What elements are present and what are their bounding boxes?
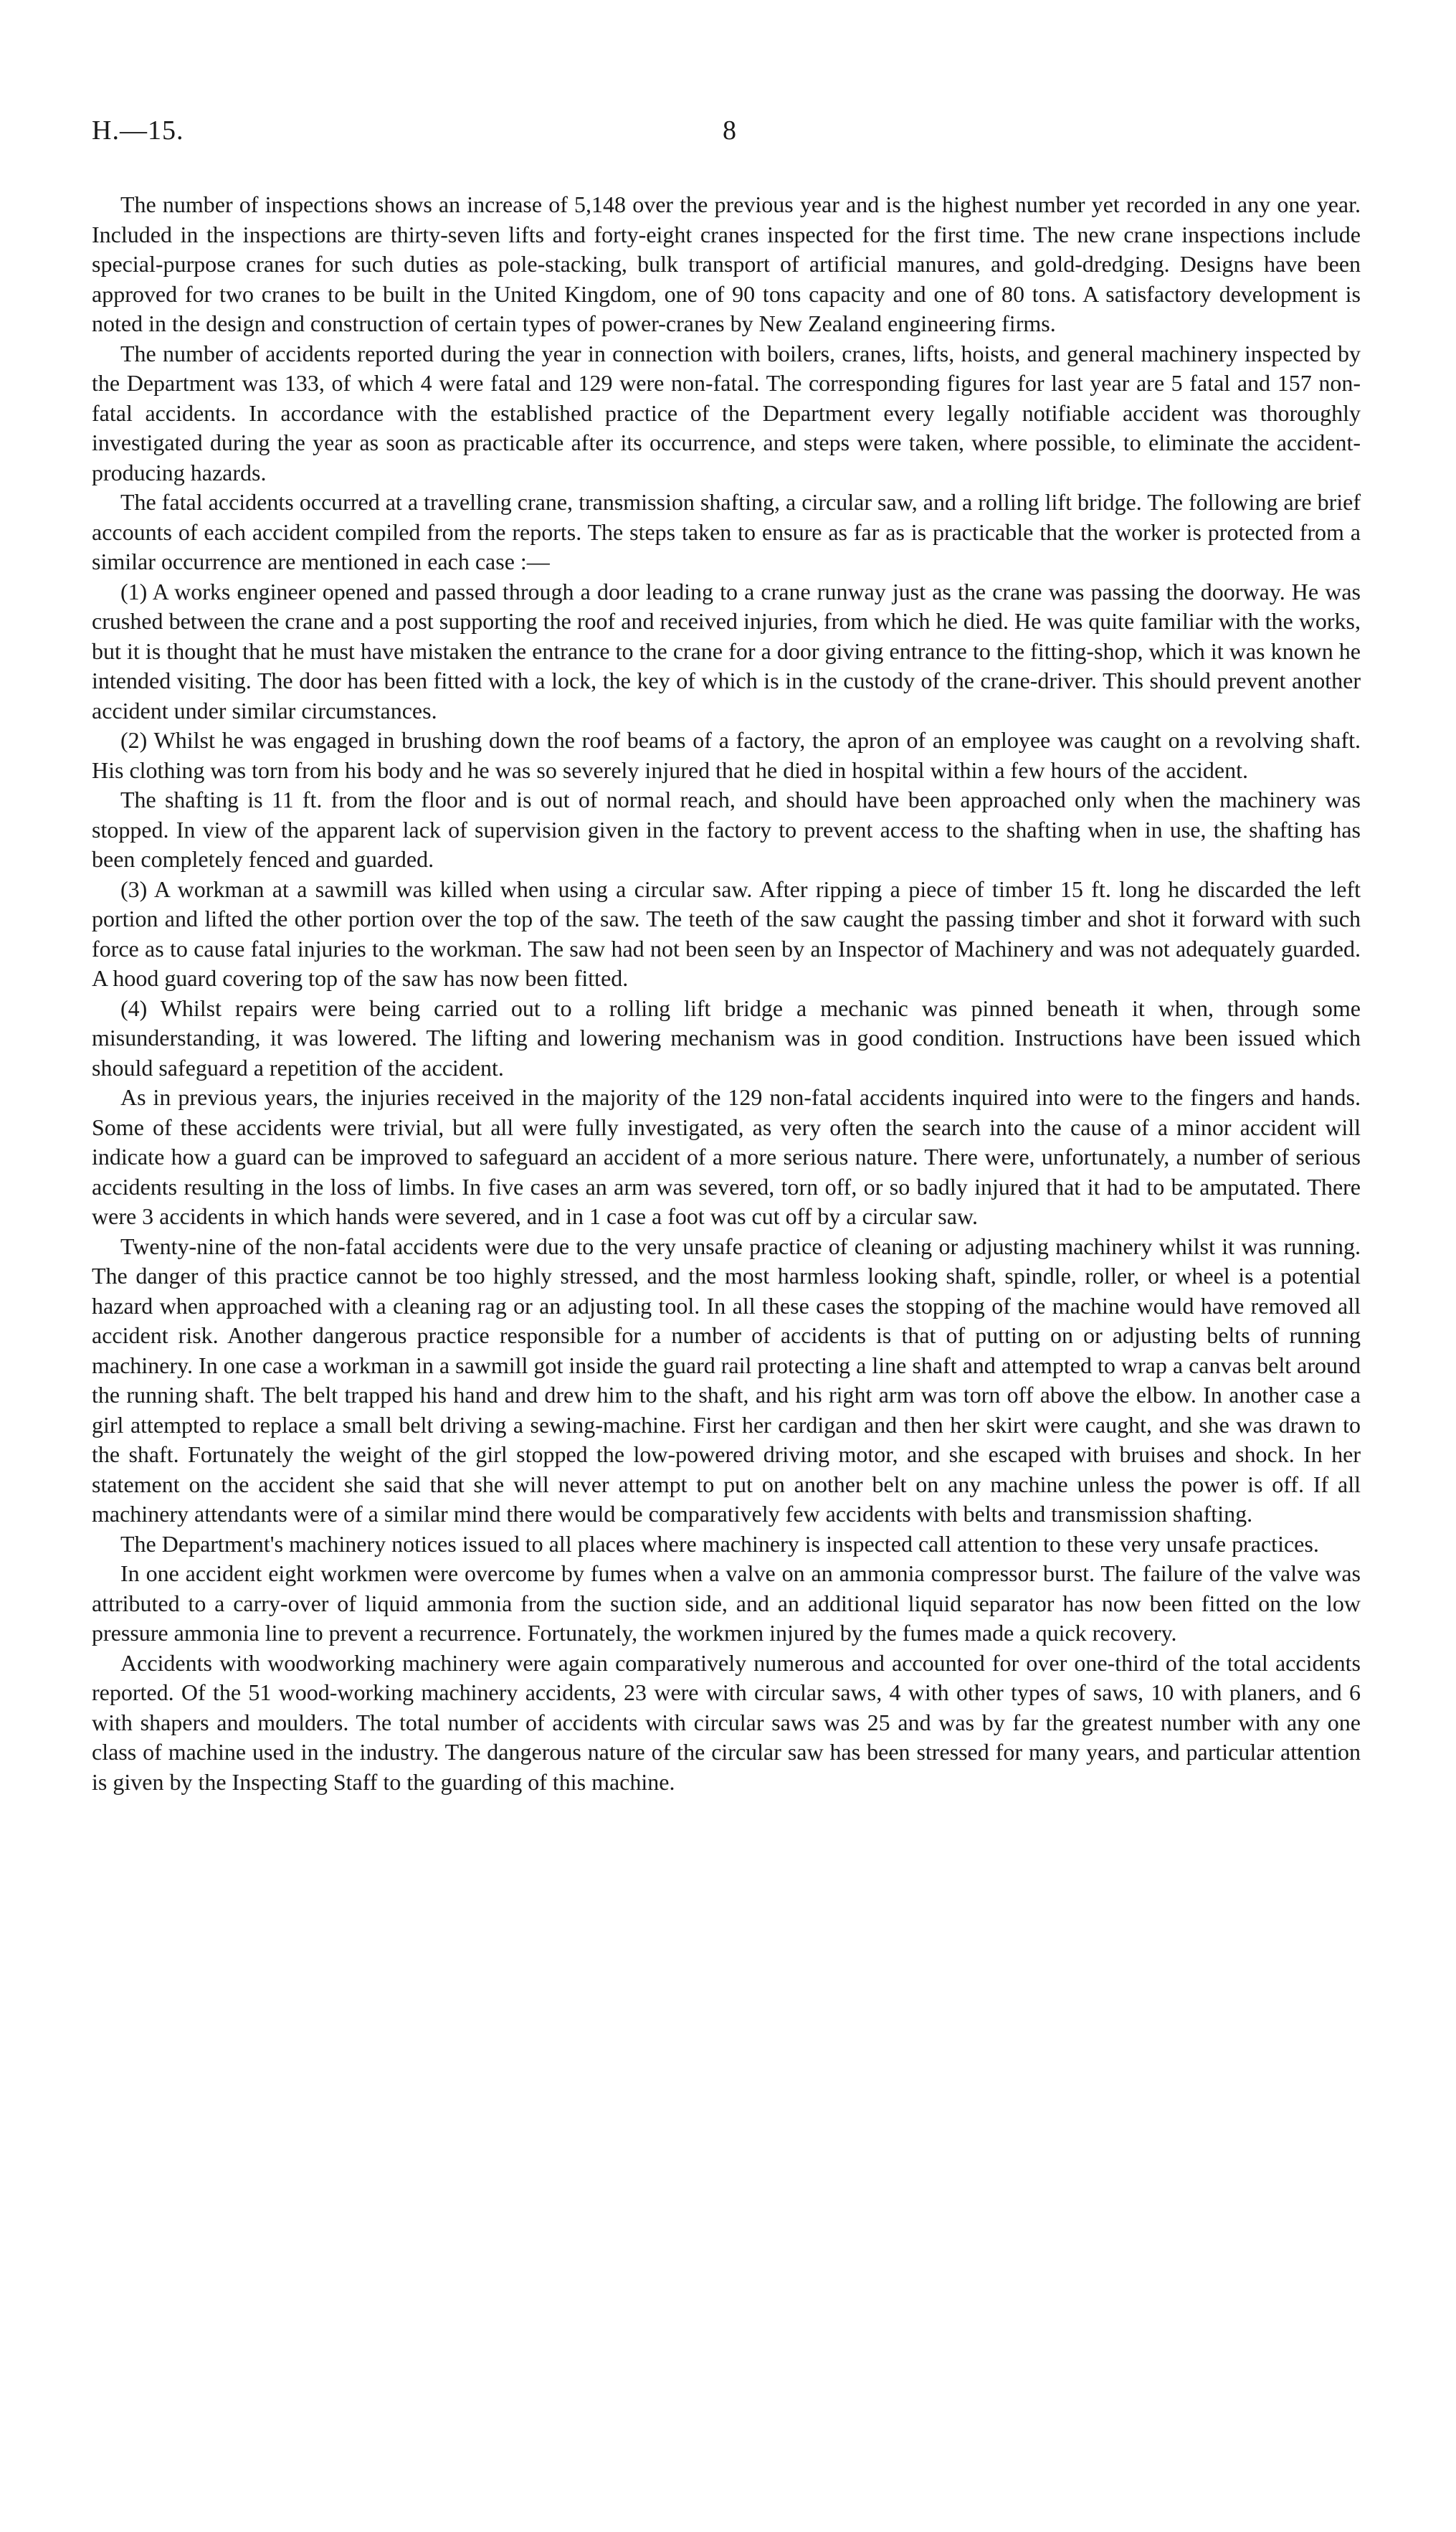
- paragraph-non-fatal-injuries: As in previous years, the injuries received in the majority of the 129 non-fatal accidents inquired into were to the fingers and hands. Some of these accidents were trivial, but all were fully investigated, as very often the search into the cause of a minor accident will indicate how a guard can be improved to safeguard an accident of a more serious nature. There were, unfortunately, a number of serious accidents resulting in the loss of limbs. In five cases an arm was severed, torn off, or so badly injured that it had to be amputated. There were 3 accidents in which hands were severed, and in 1 case a foot was cut off by a circular saw.: [92, 1084, 1361, 1229]
- paragraph-fatal-case-1: (1) A works engineer opened and passed through a door leading to a crane runway just as the crane was passing the doorway. He was crushed between the crane and a post supporting the roof and received injuries, from which he died. He was quite familiar with the works, but it is thought that he must have mistaken the entrance to the crane for a door giving entrance to the fitting-shop, which it was known he intended visiting. The door has been fitted with a lock, the key of which is in the custody of the crane-driver. This should prevent another accident under similar circumstances.: [92, 578, 1361, 724]
- paragraph-fatal-case-2: (2) Whilst he was engaged in brushing down the roof beams of a factory, the apron of an employee was caught on a revolving shaft. His clothing was torn from his body and he was so severely injured that he died in hospital within a few hours of the accident.: [92, 727, 1361, 783]
- paragraph-accident-totals: The number of accidents reported during the year in connection with boilers, cranes, lifts, hoists, and general machinery inspected by the Department was 133, of which 4 were fatal and 129 were non-fatal. The corresponding figures for last year are 5 fatal and 157 non-fatal accidents. In accordance with the established practice of the Department every legally notifiable accident was thoroughly investigated during the year as soon as practicable after its occurrence, and steps were taken, where possible, to eliminate the accident-producing hazards.: [92, 340, 1361, 485]
- paragraph-cleaning-running-machinery: Twenty-nine of the non-fatal accidents were due to the very unsafe practice of cleaning or adjusting machinery whilst it was running. The danger of this practice cannot be too highly stressed, and the most harmless looking shaft, spindle, roller, or wheel is a potential hazard when approached with a cleaning rag or an adjusting tool. In all these cases the stopping of the machine would have removed all accident risk. Another dangerous practice responsible for a number of accidents is that of putting on or adjusting belts of running machinery. In one case a workman in a sawmill got inside the guard rail protecting a line shaft and attempted to wrap a canvas belt around the running shaft. The belt trapped his hand and drew him to the shaft, and his right arm was torn off above the elbow. In another case a girl attempted to replace a small belt driving a sewing-machine. First her cardigan and then her skirt were caught, and she was drawn to the shaft. Fortunately the weight of the girl stopped the low-powered driving motor, and she escaped with bruises and shock. In her statement on the accident she said that she will never attempt to put on another belt on any machine unless the power is off. If all machinery attendants were of a similar mind there would be comparatively few accidents with belts and transmission shafting.: [92, 1233, 1361, 1527]
- paragraph-machinery-notices: The Department's machinery notices issued to all places where machinery is inspected call attention to these very unsafe practices.: [120, 1530, 1319, 1557]
- page-number: 8: [723, 115, 736, 146]
- document-page: [92, 115, 1361, 1797]
- paragraph-fatal-case-3: (3) A workman at a sawmill was killed when using a circular saw. After ripping a piece of timber 15 ft. long he discarded the left portion and lifted the other portion over the top of the saw. The teeth of the saw caught the passing timber and shot it forward with such force as to cause fatal injuries to the workman. The saw had not been seen by an Inspector of Machinery and was not adequately guarded. A hood guard covering top of the saw has now been fitted.: [92, 876, 1361, 991]
- paragraph-ammonia-accident: In one accident eight workmen were overcome by fumes when a valve on an ammonia compressor burst. The failure of the valve was attributed to a carry-over of liquid ammonia from the suction side, and an additional liquid separator has now been fitted on the low pressure ammonia line to prevent a recurrence. Fortunately, the workmen injured by the fumes made a quick recovery.: [92, 1560, 1361, 1646]
- paragraph-inspections-increase: The number of inspections shows an increase of 5,148 over the previous year and is the highest number yet recorded in any one year. Included in the inspections are thirty-seven lifts and forty-eight cranes inspected for the first time. The new crane inspections include special-purpose cranes for such duties as pole-stacking, bulk transport of artificial manures, and gold-dredging. Designs have been approved for two cranes to be built in the United Kingdom, one of 90 tons capacity and one of 80 tons. A satisfactory development is noted in the design and construction of certain types of power-cranes by New Zealand engineering firms.: [92, 191, 1361, 336]
- body-text: [92, 190, 1361, 1797]
- paragraph-shafting-guarded: The shafting is 11 ft. from the floor and is out of normal reach, and should have been approached only when the machinery was stopped. In view of the apparent lack of supervision given in the factory to prevent access to the shafting when in use, the shafting has been completely fenced and guarded.: [92, 787, 1361, 872]
- paragraph-fatal-case-4: (4) Whilst repairs were being carried out to a rolling lift bridge a mechanic was pinned beneath it when, through some misunderstanding, it was lowered. The lifting and lowering mechanism was in good condition. Instructions have been issued which should safeguard a repetition of the accident.: [92, 995, 1361, 1081]
- document-reference: H.—15.: [92, 115, 184, 146]
- paragraph-woodworking-accidents: Accidents with woodworking machinery were again comparatively numerous and accounted for over one-third of the total accidents reported. Of the 51 wood-working machinery accidents, 23 were with circular saws, 4 with other types of saws, 10 with planers, and 6 with shapers and moulders. The total number of accidents with circular saws was 25 and was by far the greatest number with any one class of machine used in the industry. The dangerous nature of the circular saw has been stressed for many years, and particular attention is given by the Inspecting Staff to the guarding of this machine.: [92, 1649, 1361, 1795]
- paragraph-fatal-accidents-intro: The fatal accidents occurred at a travelling crane, transmission shafting, a circular saw, and a rolling lift bridge. The following are brief accounts of each accident compiled from the reports. The steps taken to ensure as far as is practicable that the worker is protected from a similar occurrence are mentioned in each case :—: [92, 489, 1361, 574]
- running-header: [92, 115, 1361, 158]
